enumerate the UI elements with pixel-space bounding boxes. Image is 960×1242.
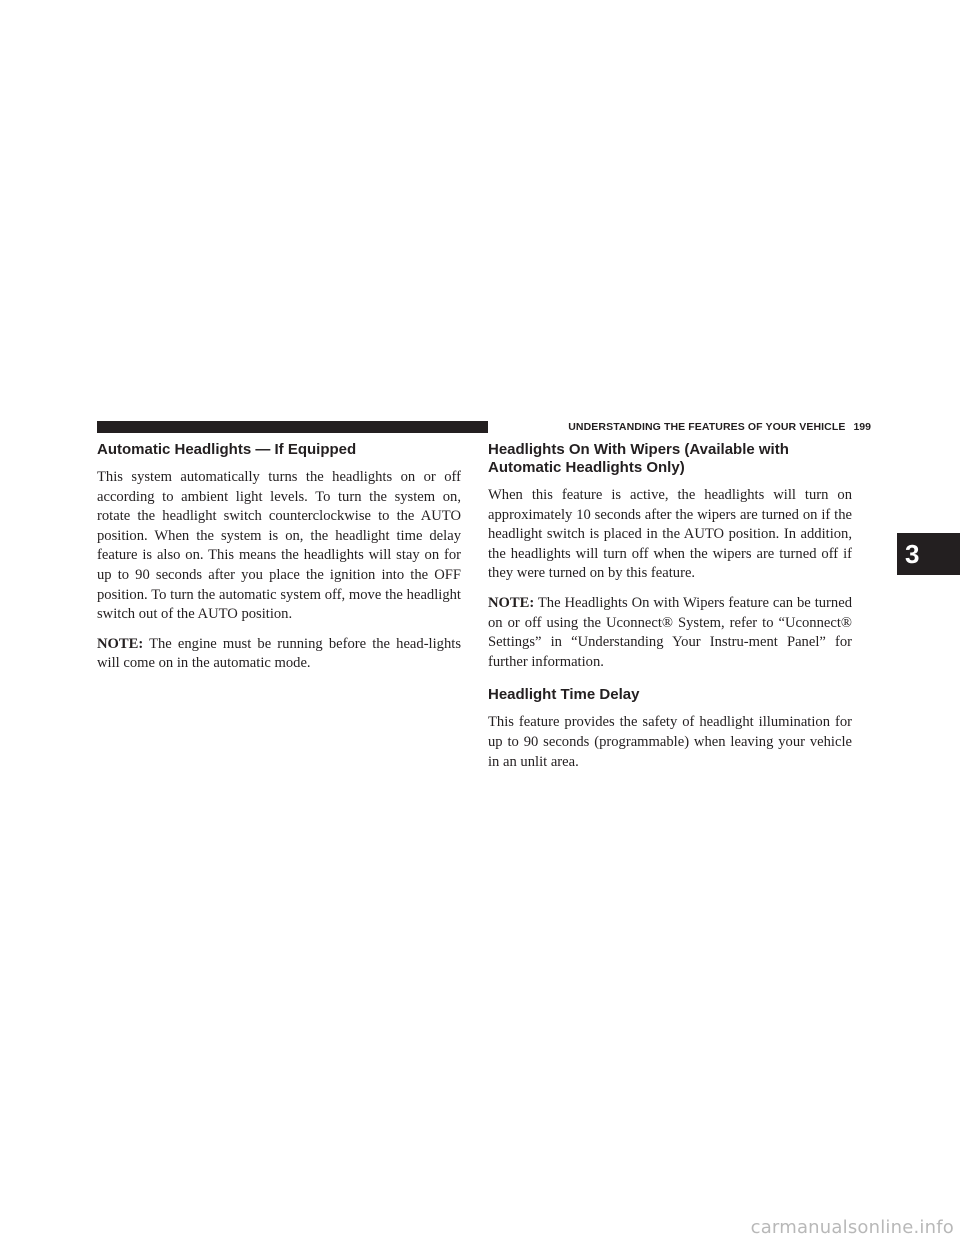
right-column xyxy=(488,441,852,782)
section-title: UNDERSTANDING THE FEATURES OF YOUR VEHICLE xyxy=(568,421,846,433)
left-column xyxy=(97,441,461,684)
page-number: 199 xyxy=(853,421,871,433)
headlight-time-delay-heading: Headlight Time Delay xyxy=(488,686,640,704)
automatic-headlights-paragraph: This system automatically turns the headlights on or off according to ambient light levels. To turn the system on, rotate the headlight switch counterclockwise to the AUTO position. When the system is on, the headlight time delay feature is also on. This means the headlights will stay on for up to 90 seconds after you place the ignition into the OFF position. To turn the automatic system off, move the headlight switch out of the AUTO position. xyxy=(97,469,461,623)
automatic-headlights-heading: Automatic Headlights — If Equipped xyxy=(97,441,357,458)
headlight-time-delay-paragraph: This feature provides the safety of headlight illumination for up to 90 seconds (programmable) when leaving your vehicle in an unlit area. xyxy=(488,714,852,770)
header-rule xyxy=(97,421,488,433)
note-label: NOTE: xyxy=(97,635,144,652)
note-text: The Headlights On with Wipers feature can be turned on or off using the Uconnect® System, refer to “Uconnect® Settings” in “Understanding Your Instru-ment Panel” for further information. xyxy=(488,594,852,670)
headlights-on-with-wipers-paragraph: When this feature is active, the headlights will turn on approximately 10 seconds after the wipers are turned on if the headlight switch is placed in the AUTO position. In addition, the headlights will turn off when the wipers are turned off if they were turned on by this feature. xyxy=(488,487,852,582)
watermark: carmanualsonline.info xyxy=(750,1217,954,1238)
note-text: The engine must be running before the head-lights will come on in the automatic mode. xyxy=(97,635,461,672)
chapter-tab: 3 xyxy=(897,533,960,575)
headlights-on-with-wipers-note xyxy=(488,594,852,672)
note-label: NOTE: xyxy=(488,594,535,611)
running-header xyxy=(493,421,871,433)
headlights-on-with-wipers-heading: Headlights On With Wipers (Available with Automatic Headlights Only) xyxy=(488,441,789,476)
automatic-headlights-note xyxy=(97,635,461,674)
